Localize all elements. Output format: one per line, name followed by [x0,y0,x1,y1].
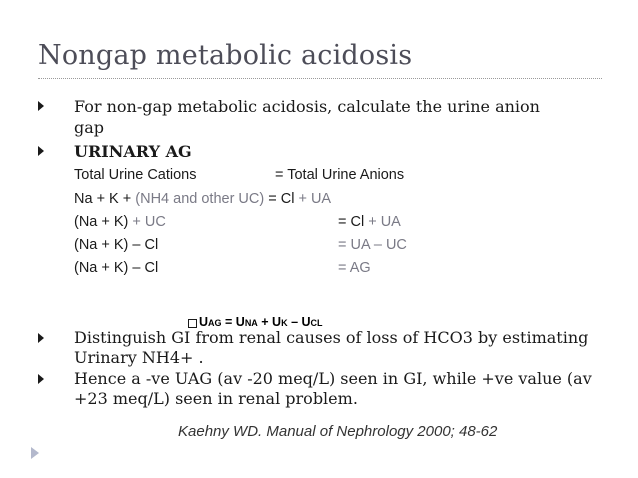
urinary-ag-heading: URINARY AG [74,142,192,161]
bullet-arrow-icon [38,374,44,384]
row-3-right-b: + UA [368,214,401,230]
formula-sub-ag: AG [208,318,222,328]
bullet-3-line-1: Distinguish GI from renal causes of loss of HCO3 by estimating [74,328,589,347]
slide-title: Nongap metabolic acidosis [38,40,413,71]
row-5-left: (Na + K) – Cl [74,260,159,276]
formula-u-ag: U [199,315,209,329]
row-4-left: (Na + K) – Cl [74,237,159,253]
checkbox-bullet-icon [188,319,197,328]
bullet-1-line-1: For non-gap metabolic acidosis, calculate the urine anion [74,97,540,116]
uag-formula [199,315,323,329]
row-1-right: = Total Urine Anions [275,167,405,183]
corner-arrow-icon [31,447,39,459]
row-2-left-a: Na + K + [74,191,136,207]
bullet-arrow-icon [38,146,44,156]
row-3-left-b: + UC [132,214,166,230]
bullet-arrow-icon [38,333,44,343]
row-2-mid: = Cl [264,191,299,207]
bullet-4-line-1: Hence a -ve UAG (av -20 meq/L) seen in GI, while +ve value (av [74,369,592,388]
row-5-right: = AG [338,260,371,276]
row-2 [74,191,331,207]
row-3-right [338,214,401,230]
formula-plus-u-k: + U [257,315,282,329]
row-3-left-a: (Na + K) [74,214,133,230]
formula-minus-u-cl: – U [287,315,311,329]
bullet-4-line-2: +23 meq/L) seen in renal problem. [74,389,358,408]
bullet-1-line-2: gap [74,118,105,137]
row-2-right-b: + UA [298,191,332,207]
citation: Kaehny WD. Manual of Nephrology 2000; 48-62 [178,423,498,440]
formula-sub-k: K [281,318,288,328]
row-2-left-b: (NH4 and other UC) [135,191,265,207]
bullet-arrow-icon [38,101,44,111]
bullet-3-line-2: Urinary NH4+ . [74,348,204,367]
row-4-right: = UA – UC [338,237,407,253]
row-3-left [74,214,166,230]
row-1-left: Total Urine Cations [74,167,197,183]
formula-sub-na: NA [244,318,258,328]
formula-eq-u-na: = U [221,315,245,329]
row-3-right-a: = Cl [338,214,369,230]
title-divider [38,78,602,79]
formula-sub-cl: CL [310,318,323,328]
